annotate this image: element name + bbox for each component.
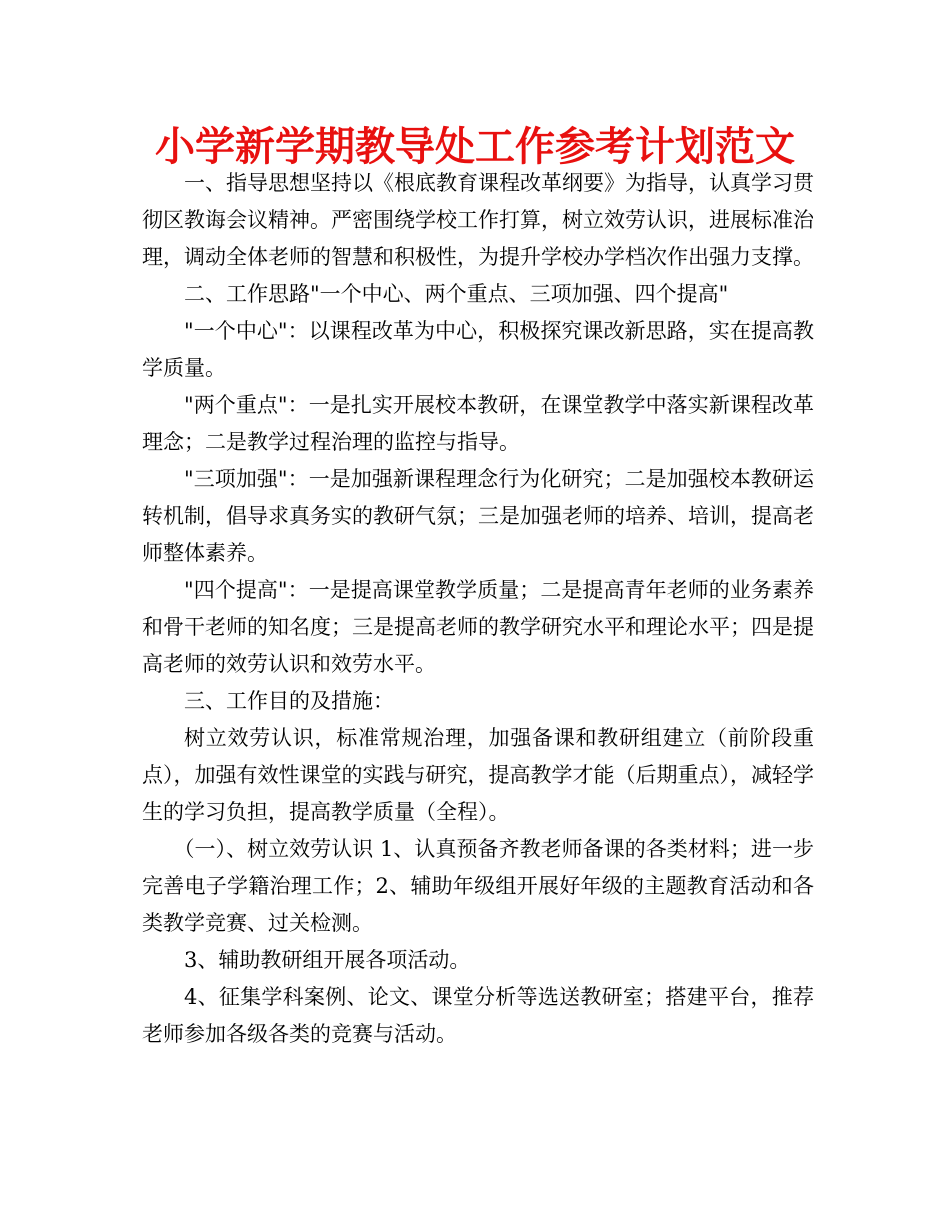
paragraph-three-strengthen: "三项加强"：一是加强新课程理念行为化研究；二是加强校本教研运转机制，倡导求真务实的教研气氛；三是加强老师的培养、培训，提高老师整体素养。 bbox=[142, 467, 814, 565]
paragraph-work-approach: 二、工作思路"一个中心、两个重点、三项加强、四个提高" bbox=[184, 282, 729, 306]
paragraph-two-focuses: "两个重点"：一是扎实开展校本教研，在课堂教学中落实新课程改革理念；二是教学过程治理的监控与指导。 bbox=[142, 393, 814, 454]
document-body bbox=[142, 165, 814, 1053]
paragraph-four-improve: "四个提高"：一是提高课堂教学质量；二是提高青年老师的业务素养和骨干老师的知名度；三是提高老师的教学研究水平和理论水平；四是提高老师的效劳认识和效劳水平。 bbox=[142, 578, 814, 676]
paragraph-goals-summary: 树立效劳认识，标准常规治理，加强备课和教研组建立（前阶段重点），加强有效性课堂的实践与研究，提高教学才能（后期重点），减轻学生的学习负担，提高教学质量（全程）。 bbox=[142, 726, 814, 824]
document-title: 小学新学期教导处工作参考计划范文 bbox=[155, 124, 795, 170]
paragraph-item-4: 4、征集学科案例、论文、课堂分析等选送教研室；搭建平台，推荐老师参加各级各类的竞赛与活动。 bbox=[142, 985, 814, 1046]
paragraph-guiding-ideology: 一、指导思想坚持以《根底教育课程改革纲要》为指导，认真学习贯彻区教诲会议精神。严密围绕学校工作打算，树立效劳认识，进展标准治理，调动全体老师的智慧和积极性，为提升学校办学档次作出强力支撑。 bbox=[142, 171, 814, 269]
paragraph-item-3: 3、辅助教研组开展各项活动。 bbox=[184, 948, 471, 972]
paragraph-one-center: "一个中心"：以课程改革为中心，积极探究课改新思路，实在提高教学质量。 bbox=[142, 319, 814, 380]
paragraph-service-awareness: （一）、树立效劳认识 1、认真预备齐教老师备课的各类材料；进一步完善电子学籍治理工作；2、辅助年级组开展好年级的主题教育活动和各类教学竞赛、过关检测。 bbox=[142, 837, 814, 935]
paragraph-goals-heading: 三、工作目的及措施： bbox=[184, 689, 394, 713]
